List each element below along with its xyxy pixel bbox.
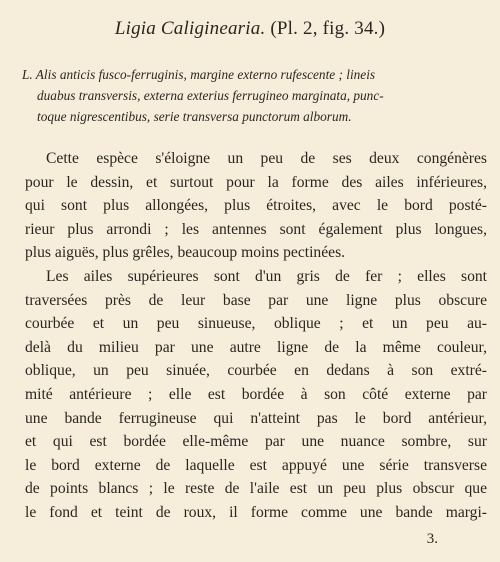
text-line: qui sont plus allongées, plus étroites, avec le bord posté- (25, 197, 487, 215)
description-text (25, 147, 487, 525)
diagnosis-line: L. Alis anticis fusco-ferruginis, margine externo rufescente ; lineis (22, 67, 376, 82)
species-name: Ligia Caliginearia. (114, 18, 266, 39)
latin-diagnosis (22, 64, 480, 127)
text-line: le fond et teint de roux, il forme comme une bande margi- (25, 503, 487, 521)
text-line: plus aiguës, plus grêles, beaucoup moins pectinées. (25, 244, 346, 262)
text-line: pour le dessin, et surtout pour la forme des ailes inférieures, (25, 173, 487, 191)
text-line: mité antérieure ; elle est bordée à son côté externe par (25, 385, 487, 403)
plate-reference: (Pl. 2, fig. 34.) (270, 18, 386, 39)
text-line: rieur plus arrondi ; les antennes sont également plus longues, (25, 220, 487, 238)
text-line: courbée et un peu sinueuse, oblique ; et un peu au- (25, 315, 487, 333)
paragraph (25, 265, 487, 525)
paragraph (25, 147, 487, 265)
text-line: de points blancs ; le reste de l'aile est un peu plus obscur que (25, 480, 487, 498)
text-line: Cette espèce s'éloigne un peu de ses deux congénères (46, 150, 487, 167)
text-line: une bande ferrugineuse qui n'atteint pas le bord antérieur, (25, 409, 487, 427)
text-line: delà du milieu par une autre ligne de la même couleur, (25, 338, 487, 356)
diagnosis-line: duabus transversis, externa exterius ferrugineo marginata, punc- (37, 88, 384, 103)
diagnosis-line: toque nigrescentibus, serie transversa punctorum alborum. (37, 109, 352, 124)
text-line: et qui est bordée elle-même par une nuance sombre, sur (25, 433, 487, 451)
page-title (0, 18, 500, 40)
page-number: 3. (426, 531, 438, 547)
text-line: traversées près de leur base par une ligne plus obscure (25, 291, 487, 309)
text-line: oblique, un peu sinuée, courbée en dedans à son extré- (25, 362, 487, 380)
text-line: Les ailes supérieures sont d'un gris de fer ; elles sont (46, 267, 487, 285)
text-line: le bord externe de laquelle est appuyé une série transverse (25, 456, 487, 474)
